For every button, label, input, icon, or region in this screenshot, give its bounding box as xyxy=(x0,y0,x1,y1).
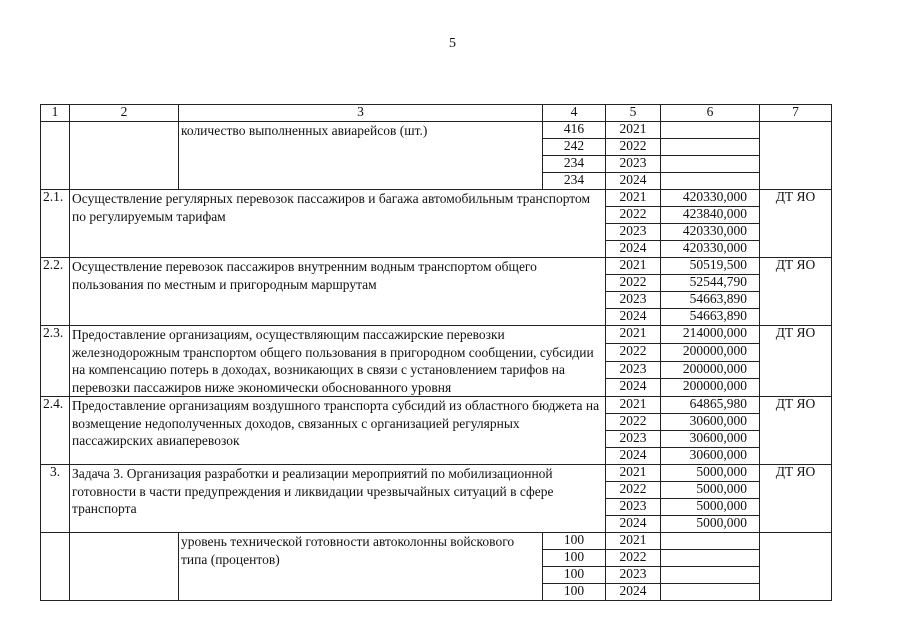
amount-cell: 50519,500 xyxy=(661,258,760,275)
amount-cell: 5000,000 xyxy=(661,465,760,482)
page-number: 5 xyxy=(449,36,456,51)
empty-cell xyxy=(41,122,70,190)
amount-cell: 200000,000 xyxy=(661,379,760,397)
year-cell: 2023 xyxy=(606,292,661,309)
indicator-value: 100 xyxy=(543,584,606,601)
header-row xyxy=(41,105,832,122)
executor-cell: ДТ ЯО xyxy=(760,465,832,533)
executor-cell: ДТ ЯО xyxy=(760,258,832,326)
year-cell: 2023 xyxy=(606,431,661,448)
amount-cell: 420330,000 xyxy=(661,224,760,241)
indicator-value: 100 xyxy=(543,533,606,550)
indicator-text: количество выполненных авиарейсов (шт.) xyxy=(179,122,543,190)
measure-row xyxy=(41,326,832,344)
indicator-value: 100 xyxy=(543,550,606,567)
year-cell: 2024 xyxy=(606,448,661,465)
amount-cell: 52544,790 xyxy=(661,275,760,292)
year-cell: 2023 xyxy=(606,156,661,173)
year-cell: 2022 xyxy=(606,275,661,292)
amount-cell: 214000,000 xyxy=(661,326,760,344)
amount-cell: 420330,000 xyxy=(661,241,760,258)
empty-cell xyxy=(661,550,760,567)
year-cell: 2021 xyxy=(606,326,661,344)
header-cell: 1 xyxy=(41,105,70,122)
measure-text: Осуществление перевозок пассажиров внутренним водным транспортом общего пользования по местным и пригородным маршрутам xyxy=(70,258,606,326)
indicator-text: уровень технической готовности автоколонны войскового типа (процентов) xyxy=(179,533,543,601)
measure-text: Предоставление организациям, осуществляющим пассажирские перевозки железнодорожным транспортом общего пользования в пригородном сообщении, субсидии на компенсацию потерь в доходах, возникающих в связи с установлением тарифов на перевозки пассажиров ниже экономически обоснованного уровня xyxy=(70,326,606,397)
year-cell: 2022 xyxy=(606,343,661,361)
amount-cell: 30600,000 xyxy=(661,448,760,465)
empty-cell xyxy=(661,173,760,190)
empty-cell xyxy=(661,156,760,173)
indicator-value: 242 xyxy=(543,139,606,156)
measure-number: 2.1. xyxy=(41,190,70,258)
measure-row xyxy=(41,190,832,207)
year-cell: 2022 xyxy=(606,139,661,156)
amount-cell: 420330,000 xyxy=(661,190,760,207)
empty-cell xyxy=(41,533,70,601)
indicator-value: 416 xyxy=(543,122,606,139)
header-cell: 2 xyxy=(70,105,179,122)
empty-cell xyxy=(70,533,179,601)
year-cell: 2024 xyxy=(606,309,661,326)
empty-cell xyxy=(760,533,832,601)
indicator-value: 100 xyxy=(543,567,606,584)
executor-cell: ДТ ЯО xyxy=(760,326,832,397)
measure-text: Задача 3. Организация разработки и реализации мероприятий по мобилизационной готовности в части предупреждения и ликвидации чрезвычайных ситуаций в сфере транспорта xyxy=(70,465,606,533)
measure-row xyxy=(41,258,832,275)
header-cell: 5 xyxy=(606,105,661,122)
measure-text: Предоставление организациям воздушного транспорта субсидий из областного бюджета на возмещение недополученных доходов, связанных с организацией регулярных пассажирских авиаперевозок xyxy=(70,397,606,465)
year-cell: 2023 xyxy=(606,499,661,516)
amount-cell: 423840,000 xyxy=(661,207,760,224)
empty-cell xyxy=(760,122,832,190)
measure-row xyxy=(41,397,832,414)
year-cell: 2024 xyxy=(606,516,661,533)
header-cell: 4 xyxy=(543,105,606,122)
year-cell: 2021 xyxy=(606,533,661,550)
year-cell: 2021 xyxy=(606,190,661,207)
measure-number: 2.3. xyxy=(41,326,70,397)
executor-cell: ДТ ЯО xyxy=(760,190,832,258)
amount-cell: 54663,890 xyxy=(661,292,760,309)
year-cell: 2023 xyxy=(606,224,661,241)
year-cell: 2024 xyxy=(606,379,661,397)
executor-cell: ДТ ЯО xyxy=(760,397,832,465)
amount-cell: 5000,000 xyxy=(661,516,760,533)
amount-cell: 30600,000 xyxy=(661,431,760,448)
empty-cell xyxy=(661,122,760,139)
year-cell: 2024 xyxy=(606,584,661,601)
year-cell: 2022 xyxy=(606,550,661,567)
year-cell: 2023 xyxy=(606,361,661,379)
measure-text: Осуществление регулярных перевозок пассажиров и багажа автомобильным транспортом по регулируемым тарифам xyxy=(70,190,606,258)
program-table xyxy=(40,104,832,601)
year-cell: 2024 xyxy=(606,173,661,190)
amount-cell: 200000,000 xyxy=(661,343,760,361)
amount-cell: 5000,000 xyxy=(661,482,760,499)
empty-cell xyxy=(661,139,760,156)
year-cell: 2023 xyxy=(606,567,661,584)
empty-cell xyxy=(661,533,760,550)
amount-cell: 200000,000 xyxy=(661,361,760,379)
empty-cell xyxy=(661,567,760,584)
year-cell: 2021 xyxy=(606,122,661,139)
header-cell: 7 xyxy=(760,105,832,122)
header-cell: 6 xyxy=(661,105,760,122)
indicator-row xyxy=(41,533,832,550)
year-cell: 2021 xyxy=(606,397,661,414)
amount-cell: 5000,000 xyxy=(661,499,760,516)
year-cell: 2021 xyxy=(606,465,661,482)
amount-cell: 54663,890 xyxy=(661,309,760,326)
measure-row xyxy=(41,465,832,482)
empty-cell xyxy=(70,122,179,190)
measure-number: 2.4. xyxy=(41,397,70,465)
indicator-value: 234 xyxy=(543,156,606,173)
year-cell: 2024 xyxy=(606,241,661,258)
year-cell: 2022 xyxy=(606,482,661,499)
year-cell: 2021 xyxy=(606,258,661,275)
header-cell: 3 xyxy=(179,105,543,122)
year-cell: 2022 xyxy=(606,207,661,224)
year-cell: 2022 xyxy=(606,414,661,431)
amount-cell: 64865,980 xyxy=(661,397,760,414)
indicator-row xyxy=(41,122,832,139)
indicator-value: 234 xyxy=(543,173,606,190)
empty-cell xyxy=(661,584,760,601)
measure-number: 2.2. xyxy=(41,258,70,326)
measure-number: 3. xyxy=(41,465,70,533)
amount-cell: 30600,000 xyxy=(661,414,760,431)
